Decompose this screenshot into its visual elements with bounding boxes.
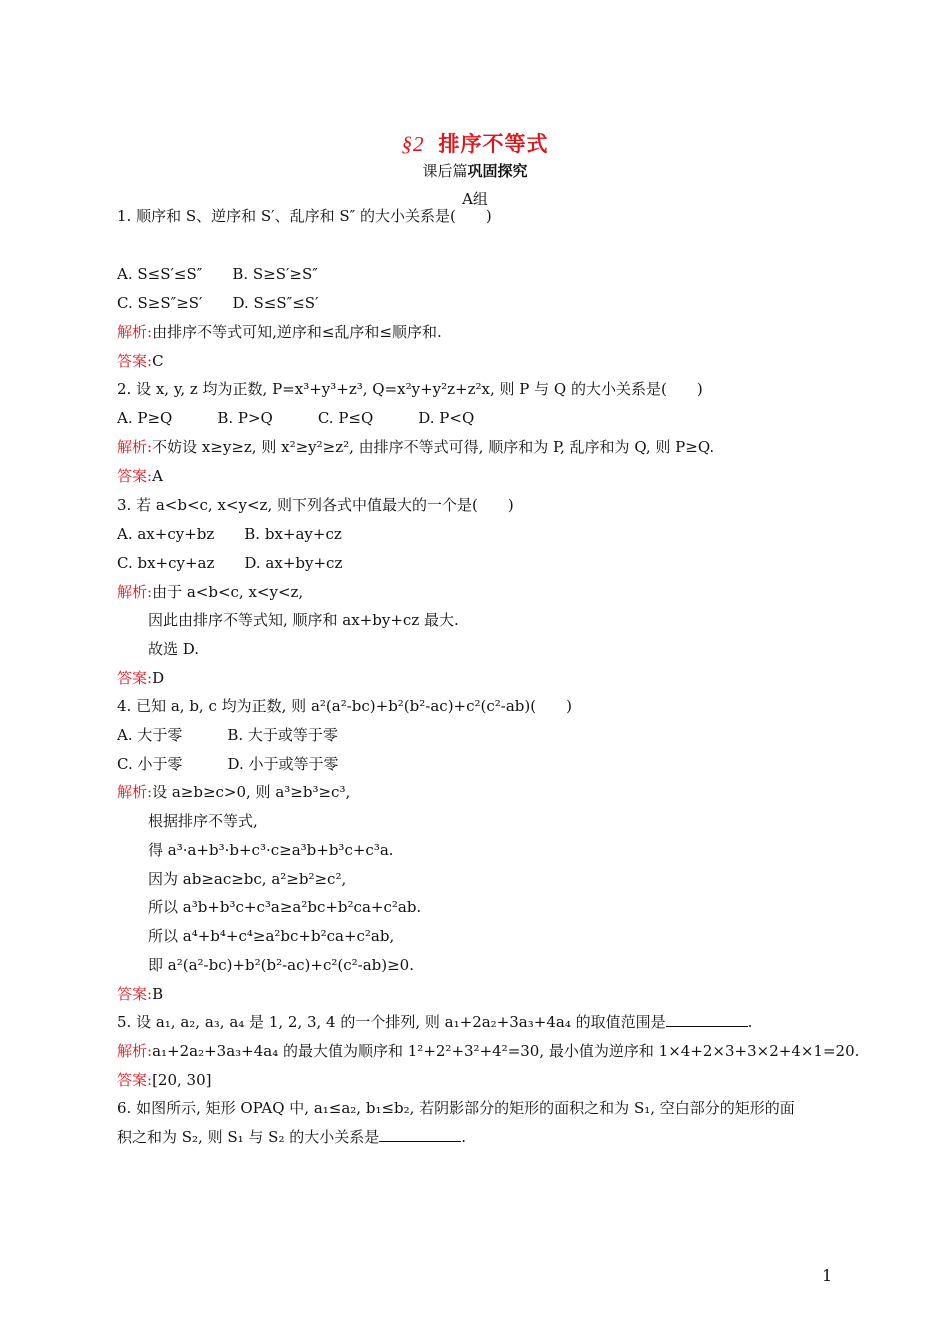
line-text: 5. 设 a₁, a₂, a₃, a₄ 是 1, 2, 3, 4 的一个排列, 则 a₁+2a₂+3a₃+4a₄ 的取值范围是 <box>117 1013 666 1031</box>
section-name: 排序不等式 <box>438 132 549 156</box>
solution-line <box>117 582 303 602</box>
text-line <box>148 840 394 860</box>
text-line <box>117 495 514 515</box>
line-text: 由于 a<b<c, x<y<z, <box>152 583 304 601</box>
answer-line <box>117 668 164 688</box>
text-line <box>117 206 492 226</box>
text-line <box>117 696 572 716</box>
text-line <box>117 725 338 745</box>
answer-line <box>117 466 163 486</box>
text-line <box>117 754 339 774</box>
line-text: B <box>152 985 164 1003</box>
text-line <box>148 869 346 889</box>
line-text: C. bx+cy+az D. ax+by+cz <box>117 554 343 572</box>
text-line <box>117 1127 466 1147</box>
line-text: 积之和为 S₂, 则 S₁ 与 S₂ 的大小关系是 <box>117 1128 380 1146</box>
answer-label: 答案: <box>117 467 153 485</box>
answer-blank <box>666 1012 748 1027</box>
section-number: §2 <box>401 132 425 156</box>
solution-label: 解析: <box>117 783 153 801</box>
line-text: 所以 a³b+b³c+c³a≥a²bc+b²ca+c²ab. <box>148 898 422 916</box>
text-line <box>117 408 474 428</box>
text-line <box>117 379 703 399</box>
line-text: 因此由排序不等式知, 顺序和 ax+by+cz 最大. <box>148 611 459 629</box>
solution-line <box>117 782 350 802</box>
line-text: 所以 a⁴+b⁴+c⁴≥a²bc+b²ca+c²ab, <box>148 927 395 945</box>
line-text: 3. 若 a<b<c, x<y<z, 则下列各式中值最大的一个是( ) <box>117 496 514 514</box>
text-line <box>117 293 318 313</box>
line-text: 6. 如图所示, 矩形 OPAQ 中, a₁≤a₂, b₁≤b₂, 若阴影部分的矩形的面积之和为 S₁, 空白部分的矩形的面 <box>117 1099 795 1117</box>
solution-label: 解析: <box>117 1042 153 1060</box>
line-text: a₁+2a₂+3a₃+4a₄ 的最大值为顺序和 1²+2²+3²+4²=30, 最小值为逆序和 1×4+2×3+3×2+4×1=20. <box>152 1042 860 1060</box>
line-text: C. S≥S″≥S′ D. S≤S″≤S′ <box>117 294 319 312</box>
answer-line <box>117 351 164 371</box>
solution-label: 解析: <box>117 323 153 341</box>
line-text: A. 大于零 B. 大于或等于零 <box>117 726 338 744</box>
answer-label: 答案: <box>117 985 153 1003</box>
line-text: C <box>152 352 164 370</box>
line-text: 得 a³·a+b³·b+c³·c≥a³b+b³c+c³a. <box>148 841 394 859</box>
answer-line <box>117 984 163 1004</box>
line-text: 根据排序不等式, <box>148 812 258 830</box>
text-line <box>148 610 459 630</box>
answer-label: 答案: <box>117 352 153 370</box>
answer-line <box>117 1070 211 1090</box>
solution-line <box>117 1041 859 1061</box>
text-line <box>148 955 414 975</box>
section-title <box>0 128 950 158</box>
line-end: . <box>461 1128 467 1146</box>
solution-label: 解析: <box>117 438 153 456</box>
answer-blank <box>379 1127 461 1142</box>
subtitle-prefix: 课后篇 <box>422 162 468 180</box>
line-end: . <box>747 1013 753 1031</box>
page-number: 1 <box>822 1266 833 1285</box>
line-text: 1. 顺序和 S、逆序和 S′、乱序和 S″ 的大小关系是( ) <box>117 207 492 225</box>
text-line <box>148 639 199 659</box>
solution-line <box>117 322 442 342</box>
line-text: A <box>152 467 163 485</box>
line-text: A. P≥Q B. P>Q C. P≤Q D. P<Q <box>117 409 475 427</box>
solution-line <box>117 437 714 457</box>
line-text: 4. 已知 a, b, c 均为正数, 则 a²(a²-bc)+b²(b²-ac)+c²(c²-ab)( ) <box>117 697 572 715</box>
line-text: D <box>152 669 165 687</box>
line-text: A. S≤S′≤S″ B. S≥S′≥S″ <box>117 265 318 283</box>
line-text: 因为 ab≥ac≥bc, a²≥b²≥c², <box>148 870 347 888</box>
text-line <box>117 553 342 573</box>
line-text: C. 小于零 D. 小于或等于零 <box>117 755 339 773</box>
text-line <box>148 811 258 831</box>
line-text: A. ax+cy+bz B. bx+ay+cz <box>117 525 342 543</box>
line-text: 不妨设 x≥y≥z, 则 x²≥y²≥z², 由排序不等式可得, 顺序和为 P, 乱序和为 Q, 则 P≥Q. <box>152 438 715 456</box>
solution-label: 解析: <box>117 583 153 601</box>
answer-label: 答案: <box>117 1071 153 1089</box>
answer-label: 答案: <box>117 669 153 687</box>
text-line <box>148 926 394 946</box>
subtitle-bold: 巩固探究 <box>467 162 528 180</box>
text-line <box>117 264 318 284</box>
line-text: 即 a²(a²-bc)+b²(b²-ac)+c²(c²-ab)≥0. <box>148 956 414 974</box>
group-label: A组 <box>462 190 488 208</box>
text-line <box>117 524 342 544</box>
line-text: 设 a≥b≥c>0, 则 a³≥b³≥c³, <box>152 783 351 801</box>
line-text: 由排序不等式可知,逆序和≤乱序和≤顺序和. <box>152 323 442 341</box>
line-text: [20, 30] <box>152 1071 212 1089</box>
text-line <box>117 1012 752 1032</box>
text-line <box>117 1098 795 1118</box>
subtitle <box>0 160 950 181</box>
text-line <box>148 897 421 917</box>
line-text: 2. 设 x, y, z 均为正数, P=x³+y³+z³, Q=x²y+y²z+z²x, 则 P 与 Q 的大小关系是( ) <box>117 380 703 398</box>
line-text: 故选 D. <box>148 640 200 658</box>
